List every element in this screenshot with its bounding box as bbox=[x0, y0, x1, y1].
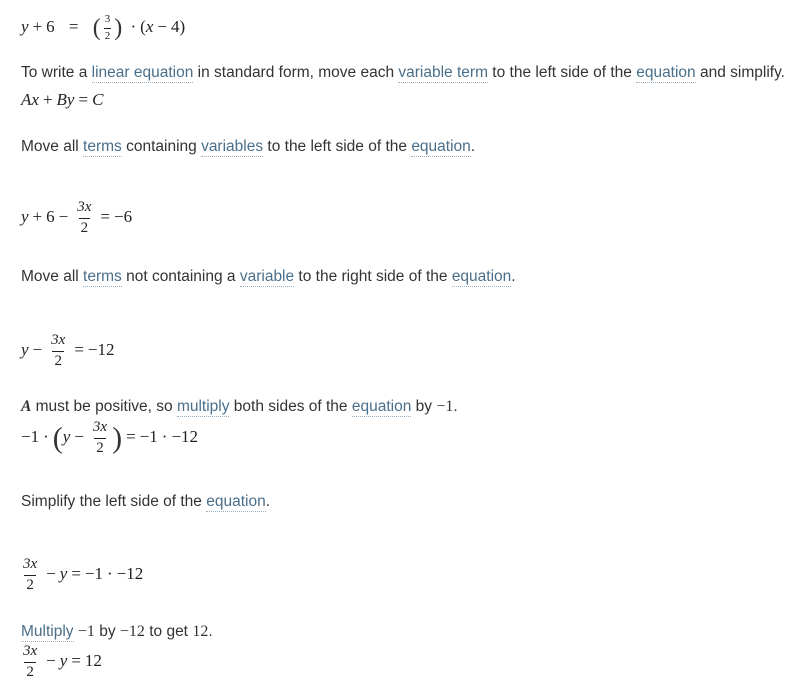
minus-sign: − bbox=[157, 16, 167, 36]
equation-step-4 bbox=[21, 557, 143, 594]
text: . bbox=[208, 623, 213, 640]
var-y: y bbox=[62, 427, 71, 447]
glossary-link-variables[interactable]: variables bbox=[201, 138, 264, 155]
minus-sign: − bbox=[46, 651, 56, 671]
minus-sign: − bbox=[32, 340, 43, 360]
left-paren: ( bbox=[92, 15, 101, 42]
right-paren: ) bbox=[114, 15, 123, 42]
left-paren: ( bbox=[52, 421, 63, 455]
glossary-link-multiply[interactable]: multiply bbox=[176, 398, 230, 415]
dot-operator: · bbox=[130, 16, 137, 36]
text: Move all bbox=[21, 268, 84, 285]
text: by bbox=[94, 623, 120, 640]
fraction-denominator: 2 bbox=[26, 576, 34, 593]
minus-sign: − bbox=[46, 564, 56, 584]
dot-operator: · bbox=[107, 564, 113, 584]
instruction-simplify-left bbox=[21, 493, 270, 511]
text: to the left side of the bbox=[263, 138, 412, 155]
glossary-link-multiply[interactable]: Multiply bbox=[21, 623, 74, 640]
equals-sign: = bbox=[78, 90, 89, 109]
standard-form-equation bbox=[21, 90, 103, 110]
constant: 4 bbox=[170, 16, 180, 36]
var-C: C bbox=[92, 90, 104, 109]
result-value: 12 bbox=[192, 623, 209, 640]
rhs-value: −6 bbox=[114, 207, 133, 227]
minus-sign: − bbox=[74, 427, 84, 447]
rhs-value: −12 bbox=[171, 427, 199, 447]
var-y: y bbox=[21, 207, 29, 227]
fraction-denominator: 2 bbox=[80, 219, 89, 236]
fraction-numerator: 3x bbox=[51, 332, 66, 348]
var-y: y bbox=[66, 90, 75, 109]
fraction-numerator: 3x bbox=[23, 643, 38, 659]
operand-value: −1 bbox=[77, 623, 95, 640]
operand-value: −12 bbox=[119, 623, 145, 640]
equals-sign: = bbox=[74, 340, 84, 360]
fraction-numerator: 3 bbox=[104, 13, 111, 25]
constant: 6 bbox=[46, 207, 55, 227]
text: to the right side of the bbox=[294, 268, 452, 285]
glossary-link-equation[interactable]: equation bbox=[451, 268, 512, 285]
plus-sign: + bbox=[32, 207, 43, 227]
fraction-denominator: 2 bbox=[54, 352, 62, 369]
glossary-link-equation[interactable]: equation bbox=[351, 398, 412, 415]
plus-sign: + bbox=[42, 90, 53, 109]
glossary-link-terms[interactable]: terms bbox=[83, 268, 122, 285]
fraction-numerator: 3x bbox=[92, 419, 108, 435]
plus-sign: + bbox=[32, 16, 43, 36]
text: . bbox=[453, 398, 458, 415]
fraction bbox=[91, 420, 109, 457]
fraction bbox=[104, 14, 112, 42]
glossary-link-variable[interactable]: variable bbox=[239, 268, 295, 285]
fraction-numerator: 3x bbox=[77, 199, 92, 215]
text: . bbox=[511, 268, 516, 285]
equals-sign: = bbox=[71, 564, 81, 584]
instruction-move-variables bbox=[21, 138, 475, 156]
text: not containing a bbox=[121, 268, 240, 285]
var-y: y bbox=[59, 651, 68, 671]
rhs-coefficient: −1 bbox=[84, 564, 103, 584]
text: to get bbox=[144, 623, 193, 640]
instruction-make-positive bbox=[21, 398, 458, 416]
var-x: x bbox=[145, 16, 154, 36]
constant: 6 bbox=[46, 16, 55, 36]
var-A: A bbox=[21, 90, 32, 109]
var-B: B bbox=[56, 90, 67, 109]
rhs-coefficient: −1 bbox=[139, 427, 158, 447]
fraction bbox=[21, 644, 39, 681]
fraction bbox=[49, 333, 67, 370]
glossary-link-variable-term[interactable]: variable term bbox=[398, 64, 488, 81]
text: containing bbox=[121, 138, 202, 155]
right-paren: ) bbox=[179, 16, 186, 36]
fraction bbox=[21, 557, 39, 594]
text: . bbox=[265, 493, 271, 510]
glossary-link-equation[interactable]: equation bbox=[636, 64, 696, 81]
glossary-link-equation[interactable]: equation bbox=[206, 493, 266, 510]
instruction-move-constants bbox=[21, 268, 516, 286]
multiplier-value: −1 bbox=[436, 398, 454, 415]
text: to the left side of the bbox=[487, 64, 637, 81]
fraction-denominator: 2 bbox=[26, 663, 34, 680]
glossary-link-terms[interactable]: terms bbox=[83, 138, 122, 155]
text: Move all bbox=[21, 138, 84, 155]
fraction-denominator: 2 bbox=[104, 29, 111, 42]
var-y: y bbox=[59, 564, 68, 584]
equals-sign: = bbox=[100, 207, 110, 227]
fraction-denominator: 2 bbox=[96, 439, 104, 456]
instruction-multiply-result bbox=[21, 623, 213, 641]
instruction-standard-form bbox=[21, 64, 785, 82]
text: both sides of the bbox=[229, 398, 352, 415]
var-x: x bbox=[31, 90, 39, 109]
equation-step-2 bbox=[21, 333, 115, 370]
rhs-value: −12 bbox=[87, 340, 115, 360]
glossary-link-equation[interactable]: equation bbox=[411, 138, 471, 155]
coefficient: −1 bbox=[21, 427, 40, 447]
equation-final bbox=[21, 644, 102, 681]
var-A: A bbox=[21, 398, 32, 415]
fraction-numerator: 3x bbox=[23, 556, 38, 572]
var-y: y bbox=[21, 16, 29, 36]
equation-step-1 bbox=[21, 200, 132, 237]
text: must be positive, so bbox=[31, 398, 177, 415]
dot-operator: · bbox=[161, 427, 168, 447]
text: Simplify the left side of the bbox=[21, 493, 207, 510]
text: and simplify. bbox=[695, 64, 785, 81]
minus-sign: − bbox=[58, 207, 69, 227]
left-paren: ( bbox=[140, 16, 146, 36]
equals-sign: = bbox=[68, 16, 79, 36]
right-paren: ) bbox=[112, 421, 123, 455]
text: . bbox=[470, 138, 476, 155]
rhs-value: 12 bbox=[84, 651, 102, 671]
equals-sign: = bbox=[71, 651, 81, 671]
equals-sign: = bbox=[126, 427, 136, 447]
text: To write a bbox=[21, 64, 92, 81]
dot-operator: · bbox=[43, 427, 49, 447]
text: in standard form, move each bbox=[193, 64, 399, 81]
text: by bbox=[411, 398, 437, 415]
glossary-link-linear-equation[interactable]: linear equation bbox=[91, 64, 194, 81]
rhs-value: −12 bbox=[116, 564, 144, 584]
equation-step-3 bbox=[21, 420, 198, 457]
equation-point-slope bbox=[21, 14, 185, 42]
var-y: y bbox=[21, 340, 29, 360]
fraction bbox=[75, 200, 93, 237]
